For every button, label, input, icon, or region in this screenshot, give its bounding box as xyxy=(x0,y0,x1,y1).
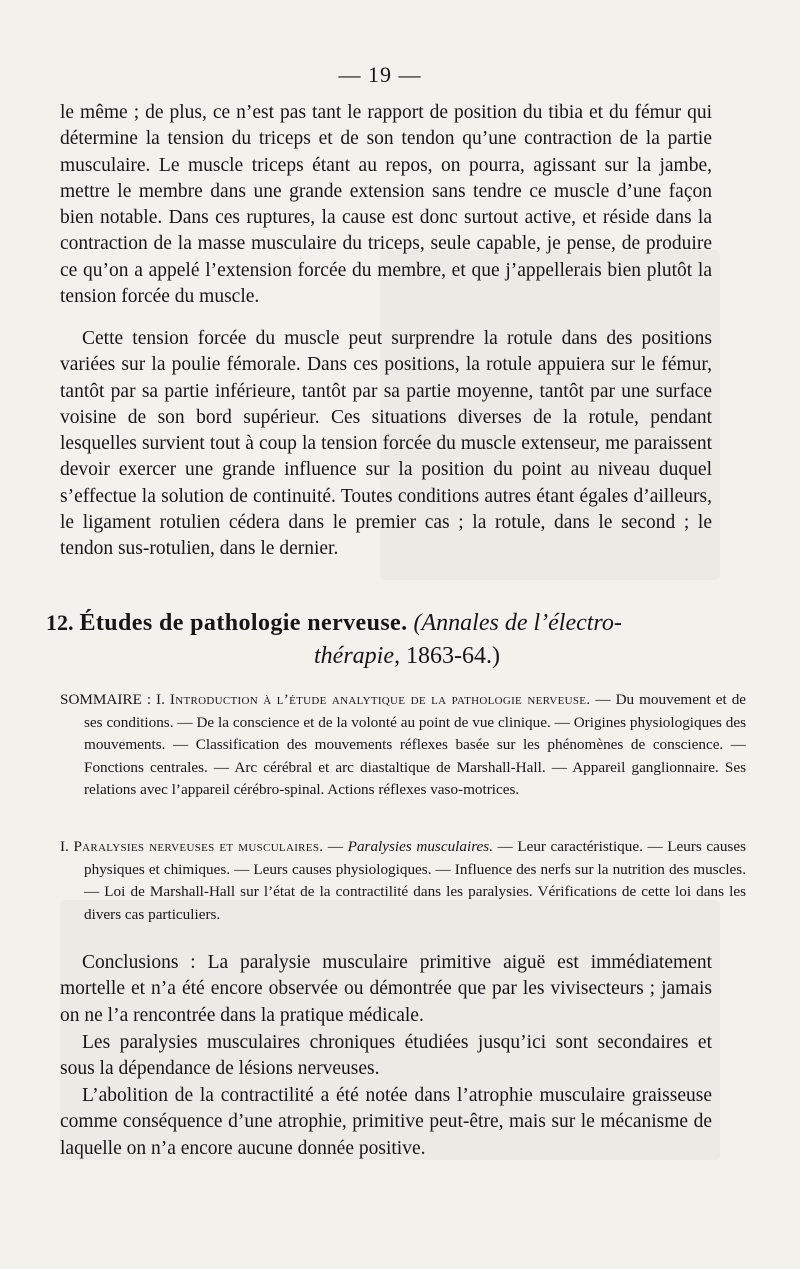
paragraph-continuation: le même ; de plus, ce n’est pas tant le rapport de position du tibia et du fémur qui détermine la tension du triceps et de son tendon qu’une contraction de la partie musculaire. Le muscle triceps étant au repos, on pourra, agissant sur la jambe, mettre le membre dans une grande extension sans tendre ce muscle d’une façon bien notable. Dans ces ruptures, la cause est donc surtout active, et réside dans la contraction de la masse musculaire du triceps, seule capable, je pense, de produire ce qu’on a appelé l’extension forcée du membre, et que j’appellerais bien plutôt la tension forcée du muscle. xyxy=(60,102,712,308)
heading-journal-cont: thérapie, xyxy=(314,643,400,669)
section-heading-12 xyxy=(46,606,726,673)
sommaire-heading: Introduction à l’étude analytique de la pathologie nerveuse. xyxy=(169,691,591,708)
heading-second-line xyxy=(46,640,726,673)
heading-journal: (Annales de l’électro- xyxy=(413,610,622,636)
paragraph-tension-forcee: Cette tension forcée du muscle peut surprendre la rotule dans des positions variées sur la poulie fémorale. Dans ces positions, la rotule appuiera sur le fémur, tantôt par sa partie inférieure, tantôt par sa partie moyenne, tantôt par une surface voisine de son bord supérieur. Ces situations diverses de la rotule, pendant lesquelles survient tout à coup la tension forcée du muscle extenseur, me paraissent devoir exercer une grande influence sur la position du point au niveau duquel s’effectue la solution de continuité. Toutes conditions autres étant égales d’ailleurs, le ligament rotulien cédera dans le premier cas ; la rotule, dans le second ; le tendon sus-rotulien, dans le dernier. xyxy=(60,328,712,560)
section-one-label: I. xyxy=(60,838,69,855)
heading-number: 12. xyxy=(46,610,74,635)
paragraph-conclusions: Conclusions : La paralysie musculaire primitive aiguë est immédiatement mortelle et n’a été encore observée ou démontrée que par les vivisecteurs ; jamais on ne l’a rencontrée dans la pratique médicale. xyxy=(60,952,712,1026)
heading-years: 1863-64.) xyxy=(405,643,500,669)
paragraph-abolition: L’abolition de la contractilité a été notée dans l’atrophie musculaire graisseuse comme conséquence d’une atrophie, primitive peut-être, mais sur le mécanisme de laquelle on n’a encore aucune donnée positive. xyxy=(60,1085,712,1159)
section-one-dash: — xyxy=(323,838,348,855)
sommaire-label: SOMMAIRE : I. xyxy=(60,691,165,708)
sommaire-block xyxy=(60,689,746,802)
page-number: — 19 — xyxy=(338,62,422,87)
section-one-heading: Paralysies nerveuses et musculaires. xyxy=(73,838,324,855)
section-one-italic: Paralysies musculaires. xyxy=(347,838,493,855)
section-one-text: — Leur caractéristique. — Leurs causes physiques et chimiques. — Leurs causes physiologiques. — Influence des nerfs sur la nutrition des muscles. — Loi de Marshall-Hall sur l’état de la contractilité dans les paralysies. Vérifications de cette loi dans les divers cas particuliers. xyxy=(84,838,746,923)
heading-title: Études de pathologie nerveuse. xyxy=(79,610,408,636)
section-one-block xyxy=(60,836,746,926)
paragraph-chroniques: Les paralysies musculaires chroniques étudiées jusqu’ici sont secondaires et sous la dépendance de lésions nerveuses. xyxy=(60,1032,712,1080)
sommaire-text: — Du mouvement et de ses conditions. — De la conscience et de la volonté au point de vue clinique. — Origines physiologiques des mouvements. — Classification des mouvements réflexes basée sur les phénomènes de conscience. — Fonctions centrales. — Arc cérébral et arc diastaltique de Marshall-Hall. — Appareil ganglionnaire. Ses relations avec l’appareil cérébro-spinal. Actions réflexes vaso-motrices. xyxy=(84,691,747,798)
